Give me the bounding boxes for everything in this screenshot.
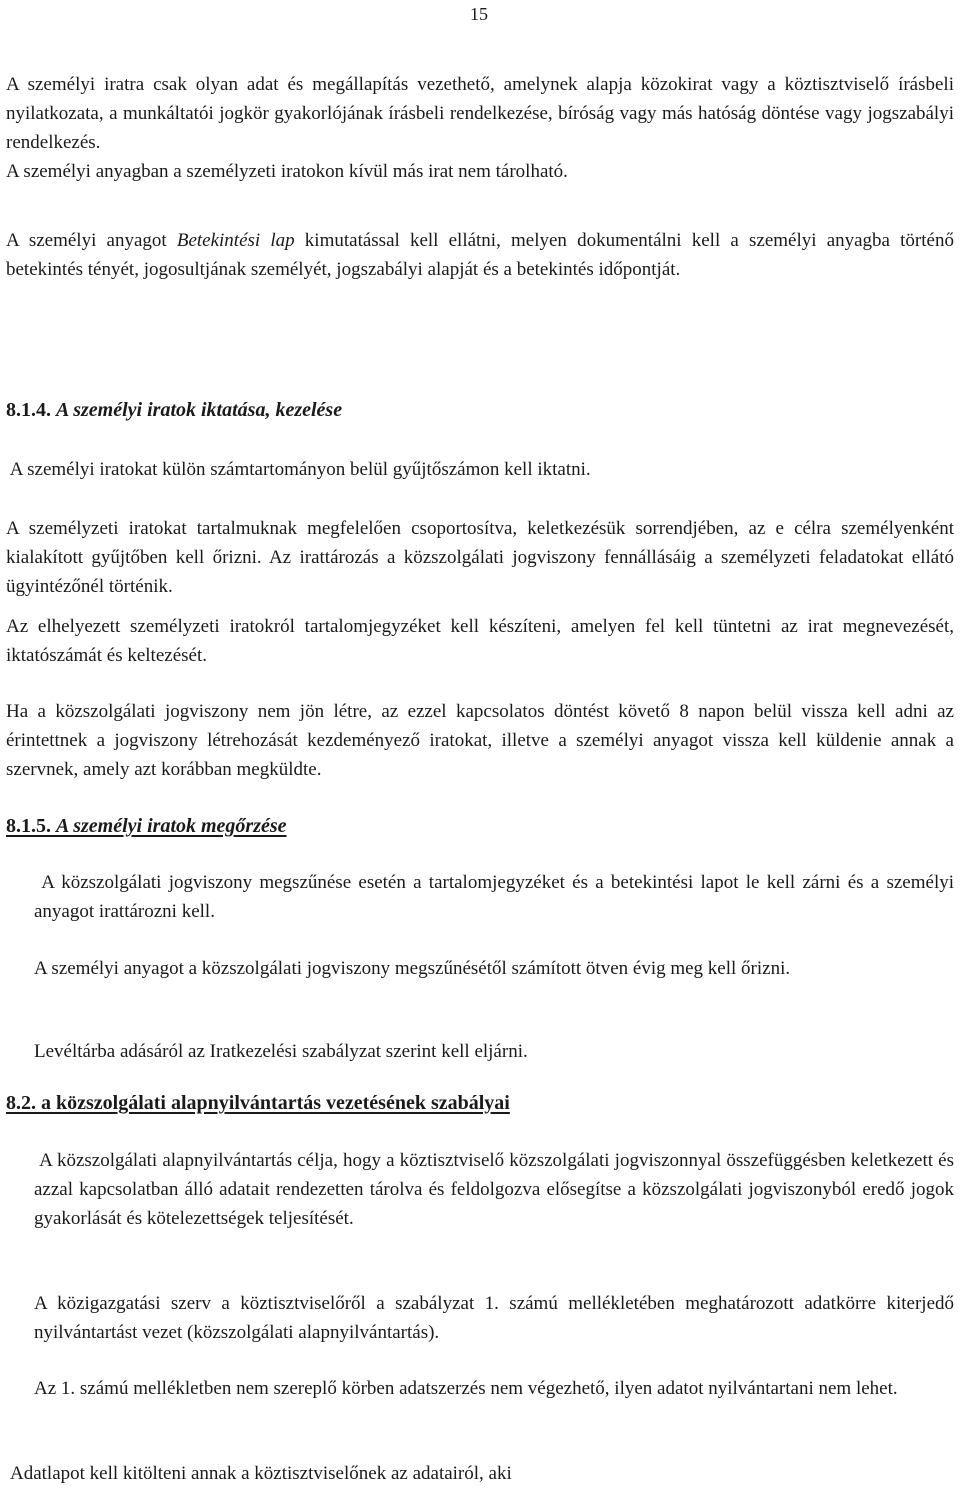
paragraph-text: Levéltárba adásáról az Iratkezelési szabályzat szerint kell eljárni. [34, 1041, 528, 1062]
paragraph-text: A közszolgálati alapnyilvántartás célja, hogy a köztisztviselő közszolgálati jogviszonnyal összefüggésben keletkezett és azzal kapcsolatban álló adatait rendezetten tárolva és feldolgozva elősegítse a közszolgálati jogviszonyból eredő jogok gyakorlását és kötelezettségek teljesítését. [34, 1150, 959, 1229]
section-number: 8.2. [6, 1092, 36, 1114]
paragraph-text: Adatlapot kell kitölteni annak a köztisztviselőnek az adatairól, aki [10, 1463, 512, 1484]
paragraph-closure [34, 868, 959, 926]
text-run: A személyi anyagot [6, 230, 177, 251]
section-heading-8-1-5 [6, 812, 954, 841]
section-title: A személyi iratok iktatása, kezelése [56, 399, 343, 421]
section-heading-8-1-4 [6, 396, 954, 425]
paragraph-text: Az 1. számú mellékletben nem szereplő körben adatszerzés nem végezhető, ilyen adatot nyilvántartani nem lehet. [34, 1378, 898, 1399]
paragraph-table-of-contents [6, 612, 954, 670]
paragraph-purpose [34, 1146, 959, 1233]
paragraph-inspection-sheet [6, 226, 954, 284]
paragraph-archive [34, 1037, 954, 1066]
paragraph-text-second: A személyi anyagban a személyzeti iratokon kívül más irat nem tárolható. [6, 161, 568, 182]
section-number: 8.1.4. [6, 399, 51, 421]
paragraph-return-documents [6, 697, 954, 784]
paragraph-registration [6, 455, 954, 484]
paragraph-text: A személyzeti iratokat tartalmuknak megfelelően csoportosítva, keletkezésük sorrendjében, az e célra személyenként kialakított gyűjtőben kell őrizni. Az irattározás a közszolgálati jogviszony fennállásáig a személyzeti feladatokat ellátó ügyintézőnél történik. [6, 518, 954, 597]
paragraph-data-restriction [34, 1374, 954, 1403]
section-heading-8-2 [6, 1089, 954, 1118]
paragraph-text: A személyi iratra csak olyan adat és megállapítás vezethető, amelynek alapja közokirat vagy a köztisztviselő írásbeli nyilatkozata, a munkáltatói jogkör gyakorlójának írásbeli rendelkezése, bíróság vagy más hatóság döntése vagy jogszabályi rendelkezés. [6, 74, 954, 153]
paragraph-text: A személyi anyagot a közszolgálati jogviszony megszűnésétől számított ötven évig meg kell őrizni. [34, 958, 791, 979]
paragraph-register [34, 1289, 954, 1347]
section-title: A személyi iratok megőrzése [56, 815, 287, 837]
paragraph-text: A személyi iratokat külön számtartományon belül gyűjtőszámon kell iktatni. [6, 459, 591, 480]
paragraph-data-sheet [10, 1459, 954, 1488]
paragraph-text: Az elhelyezett személyzeti iratokról tartalomjegyzéket kell készíteni, amelyen fel kell tüntetni az irat megnevezését, iktatószámát és keltezését. [6, 616, 954, 666]
paragraph-text: Ha a közszolgálati jogviszony nem jön létre, az ezzel kapcsolatos döntést követő 8 napon belül vissza kell adni az érintettnek a jogviszony létrehozását kezdeményező iratokat, illetve a személyi anyagot vissza kell küldenie annak a szervnek, amely azt korábban megküldte. [6, 701, 954, 780]
paragraph-text: A közszolgálati jogviszony megszűnése esetén a tartalomjegyzéket és a betekintési lapot le kell zárni és a személyi anyagot irattározni kell. [34, 872, 959, 922]
section-number: 8.1.5. [6, 815, 51, 837]
section-title: a közszolgálati alapnyilvántartás vezetésének szabályai [41, 1092, 510, 1114]
paragraph-grouping [6, 514, 954, 601]
paragraph-retention [34, 954, 954, 983]
paragraph-text: A közigazgatási szerv a köztisztviselőről a szabályzat 1. számú mellékletében meghatározott adatkörre kiterjedő nyilvántartást vezet (közszolgálati alapnyilvántartás). [34, 1293, 954, 1343]
paragraph-personal-records-content [6, 70, 954, 186]
text-run: kimutatással kell ellátni, melyen dokumentálni kell a személyi anyagba történő betekintés tényét, jogosultjának személyét, jogszabályi alapját és a betekintés időpontját. [6, 230, 954, 280]
italic-term: Betekintési lap [176, 230, 295, 251]
page-number: 15 [470, 4, 488, 24]
